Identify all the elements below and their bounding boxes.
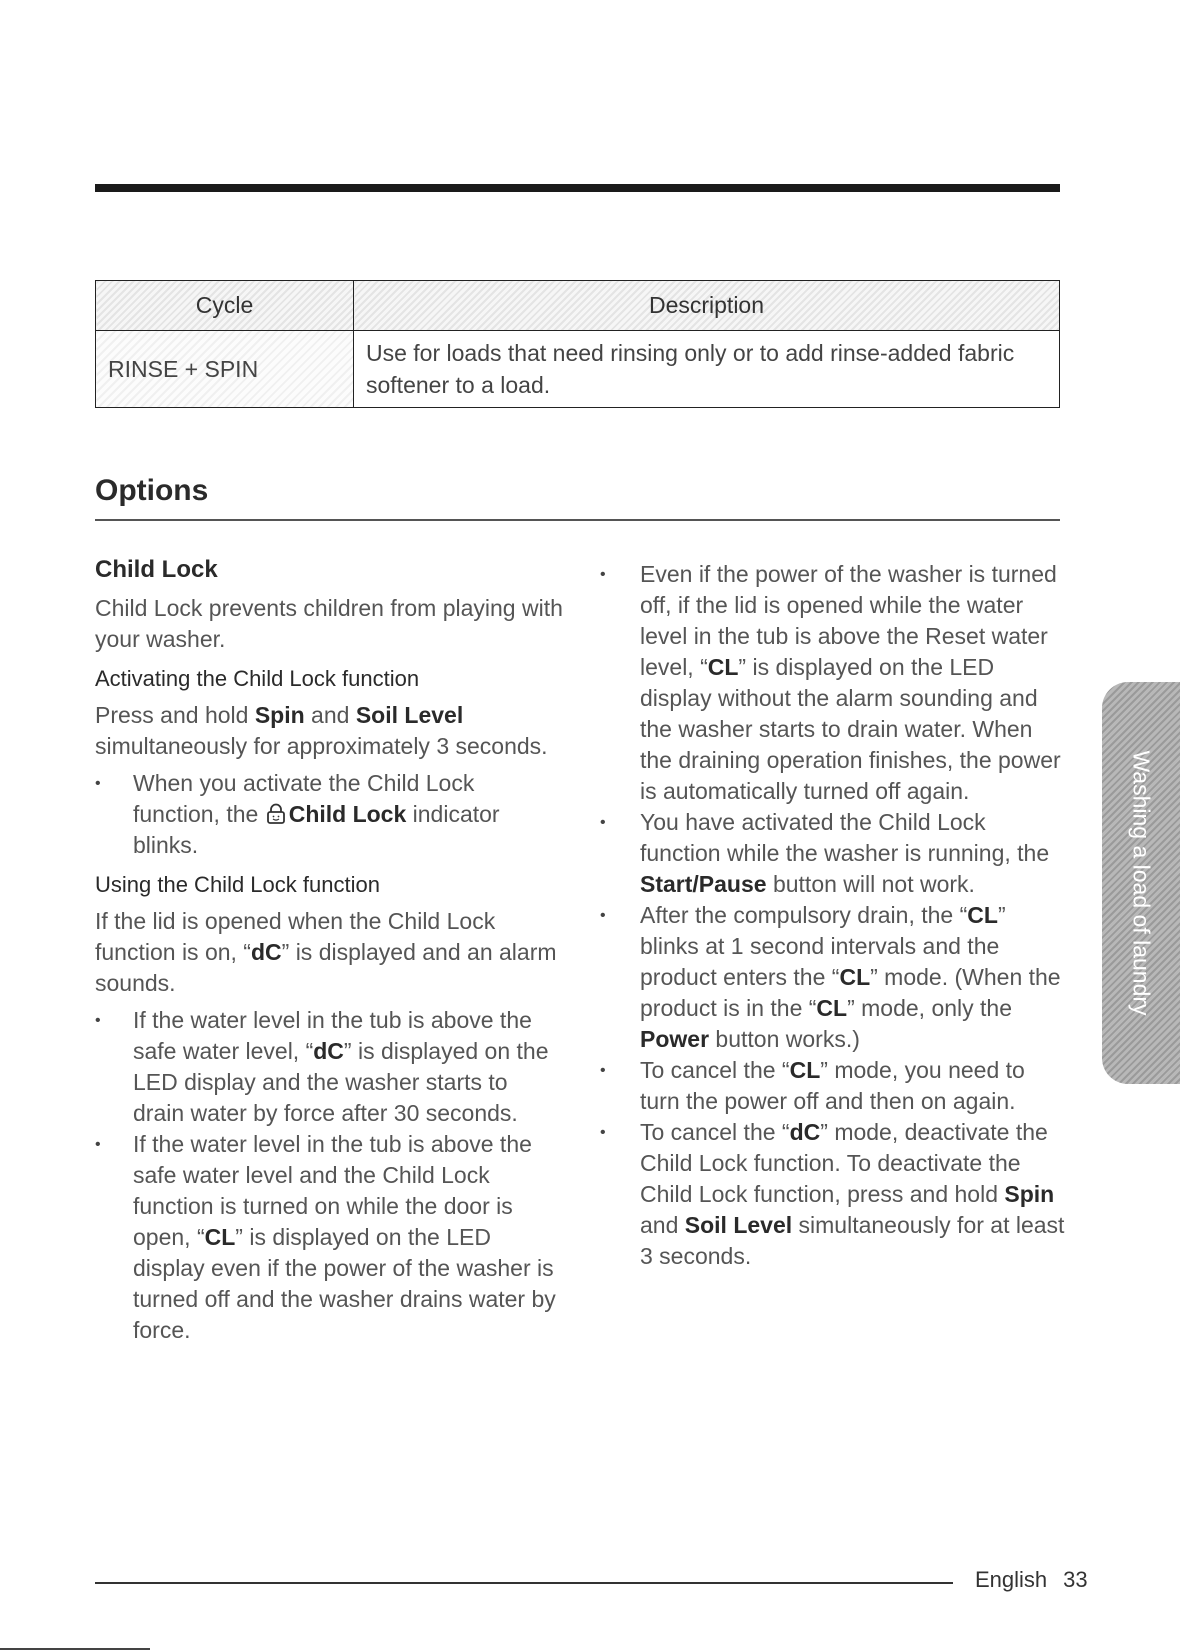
- cycle-name-cell: RINSE + SPIN: [96, 331, 354, 408]
- column-header-description: Description: [354, 281, 1060, 331]
- footer-language: English: [975, 1567, 1048, 1592]
- right-column: [600, 559, 1068, 1278]
- list-item: • To cancel the “CL” mode, you need to turn the power off and then on again.: [600, 1055, 1068, 1117]
- using-paragraph: If the lid is opened when the Child Lock function is on, “dC” is displayed and an alarm sounds.: [95, 908, 557, 996]
- list-item: • You have activated the Child Lock function while the washer is running, the Start/Pause button will not work.: [600, 807, 1068, 900]
- page-number: 33: [1063, 1567, 1088, 1592]
- footer-rule: [95, 1582, 953, 1584]
- top-rule: [95, 184, 1060, 192]
- using-heading: Using the Child Lock function: [95, 872, 380, 897]
- activating-list: [95, 768, 565, 861]
- page-footer: [975, 1567, 1088, 1593]
- table-row: [96, 331, 1060, 408]
- child-lock-intro: Child Lock prevents children from playing with your washer.: [95, 595, 563, 652]
- list-item: • If the water level in the tub is above the safe water level and the Child Lock function is turned on while the door is open, “CL” is displayed on the LED display even if the power of the washer is turned off and the washer drains water by force.: [95, 1129, 565, 1346]
- child-lock-heading: Child Lock: [95, 556, 218, 583]
- left-column: [95, 554, 565, 1352]
- cycle-table: [95, 280, 1060, 408]
- chapter-side-tab-label: Washing a load of laundry: [1128, 750, 1155, 1016]
- using-list: [95, 1005, 565, 1346]
- list-item: • After the compulsory drain, the “CL” blinks at 1 second intervals and the product enters the “CL” mode. (When the product is in the “CL” mode, only the Power button works.): [600, 900, 1068, 1055]
- activating-paragraph: Press and hold Spin and Soil Level simultaneously for approximately 3 seconds.: [95, 702, 548, 759]
- list-item: • Even if the power of the washer is turned off, if the lid is opened while the water level in the tub is above the Reset water level, “CL” is displayed on the LED display without the alarm sounding and the washer starts to drain water. When the draining operation finishes, the power is automatically turned off again.: [600, 559, 1068, 807]
- column-header-cycle: Cycle: [96, 281, 354, 331]
- child-lock-icon: [265, 803, 287, 825]
- list-item: • If the water level in the tub is above the safe water level, “dC” is displayed on the LED display and the washer starts to drain water by force after 30 seconds.: [95, 1005, 565, 1129]
- activating-heading: Activating the Child Lock function: [95, 666, 420, 691]
- list-item: • To cancel the “dC” mode, deactivate the Child Lock function. To deactivate the Child Lock function, press and hold Spin and Soil Level simultaneously for at least 3 seconds.: [600, 1117, 1068, 1272]
- table-header-row: [96, 281, 1060, 331]
- right-list: [600, 559, 1068, 1272]
- chapter-side-tab: [1102, 682, 1180, 1084]
- scan-mark: [0, 1648, 150, 1650]
- section-divider: [95, 519, 1060, 521]
- section-title: Options: [95, 474, 209, 507]
- cycle-description-cell: Use for loads that need rinsing only or to add rinse-added fabric softener to a load.: [354, 331, 1060, 408]
- list-item: • When you activate the Child Lock function, the Child Lock indicator blinks.: [95, 768, 565, 861]
